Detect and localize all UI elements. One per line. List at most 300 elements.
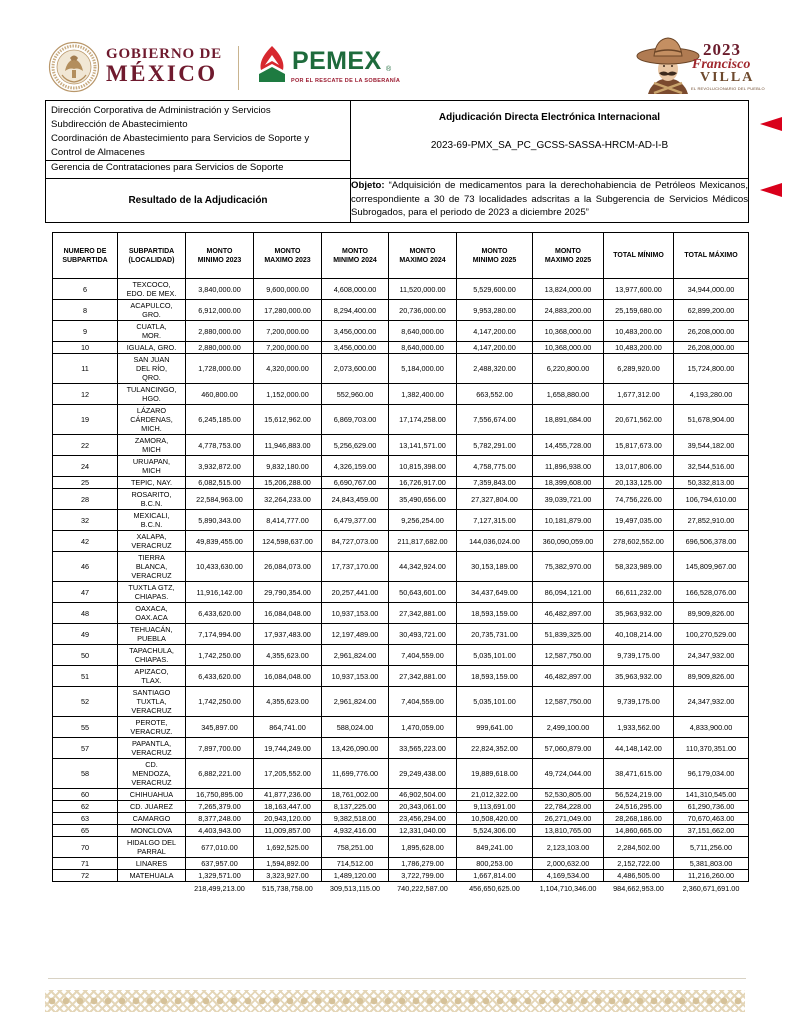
unit-subdireccion: Subdirección de Abastecimiento — [51, 119, 188, 130]
cell-total-minimo: 56,524,219.00 — [604, 789, 674, 801]
cell-subpartida-number: 6 — [53, 279, 118, 300]
objeto-label: Objeto: — [351, 180, 385, 191]
cell-subpartida-number: 22 — [53, 435, 118, 456]
cell-monto-minimo-2023: 6,433,620.00 — [186, 603, 254, 624]
cell-monto-maximo-2023: 8,414,777.00 — [254, 510, 322, 531]
cell-monto-minimo-2024: 1,489,120.00 — [322, 870, 389, 882]
cell-monto-maximo-2024: 17,174,258.00 — [389, 405, 457, 435]
cell-monto-minimo-2025: 999,641.00 — [457, 717, 533, 738]
cell-subpartida-location: TUXTLA GTZ, CHIAPAS. — [118, 582, 186, 603]
cell-monto-maximo-2025: 26,271,049.00 — [533, 813, 604, 825]
cell-subpartida-number: 42 — [53, 531, 118, 552]
cell-total-maximo: 26,208,000.00 — [674, 342, 749, 354]
cell-monto-maximo-2025: 4,169,534.00 — [533, 870, 604, 882]
cell-total-minimo: 15,817,673.00 — [604, 435, 674, 456]
table-row — [53, 384, 749, 405]
cell-monto-maximo-2024: 16,726,917.00 — [389, 477, 457, 489]
cell-monto-maximo-2024: 50,643,601.00 — [389, 582, 457, 603]
cell-total-minimo: 35,963,932.00 — [604, 603, 674, 624]
cell-subpartida-number: 72 — [53, 870, 118, 882]
cell-monto-minimo-2024: 6,690,767.00 — [322, 477, 389, 489]
cell-monto-maximo-2023: 11,009,857.00 — [254, 825, 322, 837]
cell-monto-maximo-2024: 211,817,682.00 — [389, 531, 457, 552]
info-box-row-top — [46, 101, 749, 179]
unit-coordinacion: Coordinación de Abastecimiento para Servicios de Soporte y Control de Almacenes — [51, 133, 310, 158]
cell-monto-maximo-2025: 2,000,632.00 — [533, 858, 604, 870]
cell-subpartida-number: 11 — [53, 354, 118, 384]
cell-monto-minimo-2025: 21,012,322.00 — [457, 789, 533, 801]
result-title-cell — [46, 179, 351, 223]
cell-monto-maximo-2023: 16,084,048.00 — [254, 603, 322, 624]
cell-total-maximo: 70,670,463.00 — [674, 813, 749, 825]
column-header-total-maximo: TOTAL MÁXIMO — [674, 233, 749, 279]
footer-ornament-pattern — [45, 990, 745, 1012]
cell-total-maximo: 141,310,545.00 — [674, 789, 749, 801]
cell-subpartida-location: CD. JUAREZ — [118, 801, 186, 813]
table-row — [53, 477, 749, 489]
cell-total-minimo: 2,284,502.00 — [604, 837, 674, 858]
cell-total-minimo: 58,323,989.00 — [604, 552, 674, 582]
cell-monto-minimo-2023: 345,897.00 — [186, 717, 254, 738]
cell-subpartida-number: 8 — [53, 300, 118, 321]
total-monto-minimo-2025: 456,650,625.00 — [469, 884, 520, 893]
cell-monto-maximo-2023: 7,200,000.00 — [254, 321, 322, 342]
cell-monto-minimo-2024: 3,456,000.00 — [322, 342, 389, 354]
cell-total-minimo: 10,483,200.00 — [604, 342, 674, 354]
cell-monto-minimo-2024: 9,382,518.00 — [322, 813, 389, 825]
table-row — [53, 870, 749, 882]
cell-monto-minimo-2024: 2,961,824.00 — [322, 645, 389, 666]
cell-monto-minimo-2024: 17,737,170.00 — [322, 552, 389, 582]
cell-monto-maximo-2025: 10,368,000.00 — [533, 321, 604, 342]
cell-monto-maximo-2023: 3,323,927.00 — [254, 870, 322, 882]
cell-total-minimo: 9,739,175.00 — [604, 645, 674, 666]
cell-monto-maximo-2025: 75,382,970.00 — [533, 552, 604, 582]
cell-monto-maximo-2023: 4,355,623.00 — [254, 645, 322, 666]
total-monto-maximo-2024: 740,222,587.00 — [397, 884, 448, 893]
cell-monto-maximo-2025: 10,181,879.00 — [533, 510, 604, 531]
table-row — [53, 552, 749, 582]
table-row — [53, 813, 749, 825]
column-header-total-minimo: TOTAL MÍNIMO — [604, 233, 674, 279]
cell-monto-minimo-2024: 10,937,153.00 — [322, 666, 389, 687]
cell-monto-maximo-2025: 52,530,805.00 — [533, 789, 604, 801]
cell-subpartida-location: CHIHUAHUA — [118, 789, 186, 801]
table-body — [53, 279, 749, 882]
cell-monto-minimo-2025: 4,147,200.00 — [457, 321, 533, 342]
cell-monto-maximo-2023: 7,200,000.00 — [254, 342, 322, 354]
cell-subpartida-number: 48 — [53, 603, 118, 624]
cell-monto-minimo-2023: 1,329,571.00 — [186, 870, 254, 882]
cell-total-maximo: 5,381,803.00 — [674, 858, 749, 870]
procedure-info-box — [45, 100, 749, 223]
cell-monto-minimo-2025: 800,253.00 — [457, 858, 533, 870]
cell-monto-minimo-2025: 144,036,024.00 — [457, 531, 533, 552]
cell-total-maximo: 15,724,800.00 — [674, 354, 749, 384]
cell-monto-maximo-2023: 4,355,623.00 — [254, 687, 322, 717]
cell-subpartida-number: 52 — [53, 687, 118, 717]
cell-monto-minimo-2024: 2,073,600.00 — [322, 354, 389, 384]
cell-monto-minimo-2025: 663,552.00 — [457, 384, 533, 405]
cell-subpartida-location: MEXICALI, B.C.N. — [118, 510, 186, 531]
pemex-slogan: POR EL RESCATE DE LA SOBERANÍA — [291, 78, 401, 84]
total-monto-maximo-2025: 1,104,710,346.00 — [539, 884, 597, 893]
table-row — [53, 666, 749, 687]
cell-monto-maximo-2024: 46,902,504.00 — [389, 789, 457, 801]
column-header-subpartida-location: SUBPARTIDA (LOCALIDAD) — [118, 233, 186, 279]
cell-subpartida-number: 55 — [53, 717, 118, 738]
table-row — [53, 342, 749, 354]
cell-monto-minimo-2023: 6,082,515.00 — [186, 477, 254, 489]
result-title: Resultado de la Adjudicación — [128, 195, 268, 206]
procedure-type: Adjudicación Directa Electrónica Internacional — [438, 112, 661, 123]
cell-monto-minimo-2025: 5,035,101.00 — [457, 645, 533, 666]
cell-monto-minimo-2025: 7,127,315.00 — [457, 510, 533, 531]
cell-monto-maximo-2023: 1,594,892.00 — [254, 858, 322, 870]
cell-monto-minimo-2025: 34,437,649.00 — [457, 582, 533, 603]
cell-monto-minimo-2023: 2,880,000.00 — [186, 321, 254, 342]
cell-monto-minimo-2025: 18,593,159.00 — [457, 603, 533, 624]
cell-subpartida-location: SAN JUAN DEL RÍO, QRO. — [118, 354, 186, 384]
cell-monto-maximo-2025: 11,896,938.00 — [533, 456, 604, 477]
red-arrow-left-icon — [760, 183, 782, 197]
cell-monto-minimo-2025: 4,147,200.00 — [457, 342, 533, 354]
cell-subpartida-number: 50 — [53, 645, 118, 666]
cell-monto-minimo-2025: 10,508,420.00 — [457, 813, 533, 825]
total-monto-minimo-2023: 218,499,213.00 — [194, 884, 245, 893]
gobierno-logo-line1: GOBIERNO DE — [106, 46, 222, 62]
cell-monto-maximo-2025: 6,220,800.00 — [533, 354, 604, 384]
table-row — [53, 717, 749, 738]
cell-monto-maximo-2024: 1,895,628.00 — [389, 837, 457, 858]
cell-monto-minimo-2024: 6,479,377.00 — [322, 510, 389, 531]
cell-total-maximo: 51,678,904.00 — [674, 405, 749, 435]
cell-subpartida-number: 28 — [53, 489, 118, 510]
cell-monto-minimo-2024: 24,843,459.00 — [322, 489, 389, 510]
unit-direccion: Dirección Corporativa de Administración y Servicios — [51, 105, 271, 116]
cell-subpartida-location: TAPACHULA, CHIAPAS. — [118, 645, 186, 666]
cell-total-minimo: 74,756,226.00 — [604, 489, 674, 510]
cell-monto-minimo-2023: 4,403,943.00 — [186, 825, 254, 837]
cell-monto-maximo-2025: 2,499,100.00 — [533, 717, 604, 738]
cell-total-minimo: 13,017,806.00 — [604, 456, 674, 477]
cell-monto-minimo-2023: 10,433,630.00 — [186, 552, 254, 582]
cell-total-minimo: 20,671,562.00 — [604, 405, 674, 435]
cell-monto-minimo-2025: 5,782,291.00 — [457, 435, 533, 456]
cell-subpartida-location: MATEHUALA — [118, 870, 186, 882]
cell-monto-minimo-2023: 6,882,221.00 — [186, 759, 254, 789]
coat-of-arms-seal-icon — [48, 41, 100, 93]
cell-monto-maximo-2024: 20,343,061.00 — [389, 801, 457, 813]
cell-monto-minimo-2023: 22,584,963.00 — [186, 489, 254, 510]
logo-divider — [238, 46, 239, 90]
cell-total-minimo: 4,486,505.00 — [604, 870, 674, 882]
cell-total-maximo: 166,528,076.00 — [674, 582, 749, 603]
cell-monto-minimo-2024: 84,727,073.00 — [322, 531, 389, 552]
cell-subpartida-location: URUAPAN, MICH — [118, 456, 186, 477]
cell-monto-maximo-2025: 49,724,044.00 — [533, 759, 604, 789]
cell-monto-maximo-2024: 1,786,279.00 — [389, 858, 457, 870]
cell-monto-minimo-2023: 1,742,250.00 — [186, 687, 254, 717]
red-arrow-left-icon — [760, 117, 782, 131]
cell-monto-minimo-2023: 49,839,455.00 — [186, 531, 254, 552]
cell-monto-maximo-2024: 1,470,059.00 — [389, 717, 457, 738]
cell-monto-minimo-2025: 7,359,843.00 — [457, 477, 533, 489]
cell-subpartida-location: TEHUACÁN, PUEBLA — [118, 624, 186, 645]
cell-total-maximo: 61,290,736.00 — [674, 801, 749, 813]
total-total-minimo: 984,662,953.00 — [613, 884, 664, 893]
cell-total-maximo: 89,909,826.00 — [674, 666, 749, 687]
cell-total-maximo: 11,216,260.00 — [674, 870, 749, 882]
cell-monto-minimo-2024: 3,456,000.00 — [322, 321, 389, 342]
cell-monto-minimo-2025: 18,593,159.00 — [457, 666, 533, 687]
cell-monto-maximo-2024: 35,490,656.00 — [389, 489, 457, 510]
cell-monto-maximo-2024: 27,342,881.00 — [389, 666, 457, 687]
cell-total-maximo: 26,208,000.00 — [674, 321, 749, 342]
cell-monto-maximo-2023: 17,280,000.00 — [254, 300, 322, 321]
totals-spacer — [53, 882, 118, 896]
cell-subpartida-location: TIERRA BLANCA, VERACRUZ — [118, 552, 186, 582]
cell-monto-minimo-2023: 460,800.00 — [186, 384, 254, 405]
cell-monto-maximo-2025: 46,482,897.00 — [533, 603, 604, 624]
cell-total-minimo: 24,516,295.00 — [604, 801, 674, 813]
cell-monto-maximo-2025: 10,368,000.00 — [533, 342, 604, 354]
cell-total-minimo: 44,148,142.00 — [604, 738, 674, 759]
table-row — [53, 354, 749, 384]
cell-monto-maximo-2023: 17,205,552.00 — [254, 759, 322, 789]
cell-monto-minimo-2023: 1,728,000.00 — [186, 354, 254, 384]
cell-monto-minimo-2025: 849,241.00 — [457, 837, 533, 858]
cell-total-maximo: 24,347,932.00 — [674, 687, 749, 717]
cell-monto-minimo-2024: 10,937,153.00 — [322, 603, 389, 624]
cell-monto-minimo-2024: 13,426,090.00 — [322, 738, 389, 759]
cell-monto-minimo-2023: 6,433,620.00 — [186, 666, 254, 687]
cell-monto-maximo-2023: 26,084,073.00 — [254, 552, 322, 582]
cell-subpartida-location: LINARES — [118, 858, 186, 870]
cell-total-minimo: 1,677,312.00 — [604, 384, 674, 405]
total-total-maximo: 2,360,671,691.00 — [682, 884, 740, 893]
table-row — [53, 405, 749, 435]
gobierno-logo-line2: MÉXICO — [106, 61, 218, 86]
cell-monto-minimo-2024: 588,024.00 — [322, 717, 389, 738]
cell-subpartida-number: 63 — [53, 813, 118, 825]
cell-total-maximo: 32,544,516.00 — [674, 456, 749, 477]
cell-monto-maximo-2023: 41,877,236.00 — [254, 789, 322, 801]
cell-total-maximo: 34,944,000.00 — [674, 279, 749, 300]
cell-monto-maximo-2025: 86,094,121.00 — [533, 582, 604, 603]
table-row — [53, 645, 749, 666]
cell-subpartida-location: LÁZARO CÁRDENAS, MICH. — [118, 405, 186, 435]
table-row — [53, 825, 749, 837]
cell-monto-maximo-2025: 1,658,880.00 — [533, 384, 604, 405]
cell-subpartida-location: IGUALA, GRO. — [118, 342, 186, 354]
cell-subpartida-location: TEXCOCO, EDO. DE MEX. — [118, 279, 186, 300]
cell-monto-minimo-2025: 5,524,306.00 — [457, 825, 533, 837]
cell-monto-minimo-2024: 18,761,002.00 — [322, 789, 389, 801]
table-row — [53, 321, 749, 342]
total-monto-minimo-2024: 309,513,115.00 — [329, 884, 381, 893]
cell-subpartida-location: PEROTE, VERACRUZ. — [118, 717, 186, 738]
cell-monto-minimo-2023: 6,912,000.00 — [186, 300, 254, 321]
award-results-table — [52, 232, 749, 895]
footer-divider — [48, 978, 746, 979]
cell-monto-maximo-2023: 1,152,000.00 — [254, 384, 322, 405]
cell-monto-maximo-2024: 3,722,799.00 — [389, 870, 457, 882]
column-header-monto-maximo-2023: MONTO MAXIMO 2023 — [254, 233, 322, 279]
cell-monto-minimo-2023: 11,916,142.00 — [186, 582, 254, 603]
column-header-monto-maximo-2025: MONTO MAXIMO 2025 — [533, 233, 604, 279]
table-row — [53, 624, 749, 645]
cell-monto-minimo-2023: 6,245,185.00 — [186, 405, 254, 435]
table-row — [53, 510, 749, 531]
cell-monto-maximo-2023: 32,264,233.00 — [254, 489, 322, 510]
cell-monto-maximo-2024: 29,249,438.00 — [389, 759, 457, 789]
objeto-text: “Adquisición de medicamentos para la derechohabiencia de Petróleos Mexicanos, correspondiente a 30 de 73 localidades adscritas a la Subgerencia de Servicios Médicos Subrogados, para el periodo de 2023 a diciembre 2025” — [351, 180, 748, 218]
cell-monto-minimo-2025: 30,153,189.00 — [457, 552, 533, 582]
cell-monto-maximo-2023: 29,790,354.00 — [254, 582, 322, 603]
cell-total-maximo: 4,833,900.00 — [674, 717, 749, 738]
cell-subpartida-number: 10 — [53, 342, 118, 354]
cell-monto-minimo-2023: 5,890,343.00 — [186, 510, 254, 531]
cell-total-minimo: 278,602,552.00 — [604, 531, 674, 552]
cell-monto-minimo-2025: 9,953,280.00 — [457, 300, 533, 321]
cell-total-maximo: 106,794,610.00 — [674, 489, 749, 510]
cell-subpartida-number: 32 — [53, 510, 118, 531]
registered-mark: ® — [386, 66, 392, 73]
cell-monto-maximo-2025: 13,824,000.00 — [533, 279, 604, 300]
cell-monto-maximo-2024: 1,382,400.00 — [389, 384, 457, 405]
table-row — [53, 531, 749, 552]
cell-monto-minimo-2023: 3,840,000.00 — [186, 279, 254, 300]
cell-total-minimo: 25,159,680.00 — [604, 300, 674, 321]
cell-monto-minimo-2023: 4,778,753.00 — [186, 435, 254, 456]
cell-total-minimo: 9,739,175.00 — [604, 687, 674, 717]
cell-subpartida-location: SANTIAGO TUXTLA, VERACRUZ — [118, 687, 186, 717]
cell-monto-minimo-2023: 7,897,700.00 — [186, 738, 254, 759]
column-header-monto-maximo-2024: MONTO MAXIMO 2024 — [389, 233, 457, 279]
cell-monto-maximo-2025: 14,455,728.00 — [533, 435, 604, 456]
table-row — [53, 738, 749, 759]
cell-monto-maximo-2024: 13,141,571.00 — [389, 435, 457, 456]
column-header-monto-minimo-2023: MONTO MINIMO 2023 — [186, 233, 254, 279]
cell-monto-maximo-2023: 19,744,249.00 — [254, 738, 322, 759]
cell-monto-minimo-2023: 7,265,379.00 — [186, 801, 254, 813]
cell-monto-maximo-2025: 13,810,765.00 — [533, 825, 604, 837]
cell-total-minimo: 38,471,615.00 — [604, 759, 674, 789]
procedure-cell — [351, 101, 749, 179]
cell-monto-minimo-2024: 12,197,489.00 — [322, 624, 389, 645]
table-row — [53, 489, 749, 510]
cell-monto-maximo-2024: 44,342,924.00 — [389, 552, 457, 582]
cell-monto-minimo-2024: 8,137,225.00 — [322, 801, 389, 813]
cell-monto-maximo-2024: 10,815,398.00 — [389, 456, 457, 477]
cell-monto-minimo-2024: 4,932,416.00 — [322, 825, 389, 837]
cell-monto-maximo-2023: 9,832,180.00 — [254, 456, 322, 477]
cell-monto-maximo-2023: 124,598,637.00 — [254, 531, 322, 552]
cell-monto-minimo-2024: 714,512.00 — [322, 858, 389, 870]
cell-total-minimo: 28,268,186.00 — [604, 813, 674, 825]
table-row — [53, 687, 749, 717]
cell-subpartida-number: 9 — [53, 321, 118, 342]
total-monto-maximo-2023: 515,738,758.00 — [262, 884, 313, 893]
cell-monto-maximo-2024: 30,493,721.00 — [389, 624, 457, 645]
cell-monto-maximo-2025: 18,891,684.00 — [533, 405, 604, 435]
responsible-units-cell — [46, 101, 351, 179]
cell-monto-maximo-2023: 864,741.00 — [254, 717, 322, 738]
pemex-eagle-icon — [253, 44, 291, 84]
cell-monto-minimo-2025: 5,529,600.00 — [457, 279, 533, 300]
cell-subpartida-location: MONCLOVA — [118, 825, 186, 837]
cell-subpartida-number: 60 — [53, 789, 118, 801]
cell-monto-maximo-2024: 8,640,000.00 — [389, 342, 457, 354]
cell-total-minimo: 13,977,600.00 — [604, 279, 674, 300]
cell-monto-minimo-2023: 7,174,994.00 — [186, 624, 254, 645]
cell-subpartida-number: 51 — [53, 666, 118, 687]
objeto-cell — [351, 179, 749, 223]
cell-monto-maximo-2025: 24,883,200.00 — [533, 300, 604, 321]
cell-monto-maximo-2025: 12,587,750.00 — [533, 687, 604, 717]
cell-monto-maximo-2025: 360,090,059.00 — [533, 531, 604, 552]
column-header-monto-minimo-2025: MONTO MINIMO 2025 — [457, 233, 533, 279]
cell-subpartida-location: TULANCINGO, HGO. — [118, 384, 186, 405]
cell-monto-maximo-2023: 1,692,525.00 — [254, 837, 322, 858]
cell-monto-minimo-2023: 2,880,000.00 — [186, 342, 254, 354]
cell-subpartida-number: 46 — [53, 552, 118, 582]
cell-monto-minimo-2024: 4,326,159.00 — [322, 456, 389, 477]
totals-spacer — [118, 882, 186, 896]
totals-row — [53, 882, 749, 896]
cell-subpartida-location: CUATLA, MOR. — [118, 321, 186, 342]
logo-2023-year: 2023 — [703, 40, 741, 59]
table-row — [53, 603, 749, 624]
cell-monto-minimo-2024: 5,256,629.00 — [322, 435, 389, 456]
cell-total-minimo: 20,133,125.00 — [604, 477, 674, 489]
cell-monto-maximo-2024: 5,184,000.00 — [389, 354, 457, 384]
cell-monto-maximo-2023: 4,320,000.00 — [254, 354, 322, 384]
cell-total-maximo: 5,711,256.00 — [674, 837, 749, 858]
cell-total-minimo: 1,933,562.00 — [604, 717, 674, 738]
cell-monto-maximo-2023: 9,600,000.00 — [254, 279, 322, 300]
column-header-subpartida-number: NUMERO DE SUBPARTIDA — [53, 233, 118, 279]
cell-monto-maximo-2025: 2,123,103.00 — [533, 837, 604, 858]
cell-subpartida-location: HIDALGO DEL PARRAL — [118, 837, 186, 858]
cell-monto-minimo-2023: 677,010.00 — [186, 837, 254, 858]
cell-total-maximo: 24,347,932.00 — [674, 645, 749, 666]
cell-subpartida-location: TEPIC, NAY. — [118, 477, 186, 489]
cell-total-maximo: 696,506,378.00 — [674, 531, 749, 552]
cell-total-minimo: 14,860,665.00 — [604, 825, 674, 837]
table-row — [53, 435, 749, 456]
cell-monto-maximo-2024: 12,331,040.00 — [389, 825, 457, 837]
cell-monto-minimo-2023: 8,377,248.00 — [186, 813, 254, 825]
cell-monto-minimo-2025: 7,556,674.00 — [457, 405, 533, 435]
cell-monto-minimo-2025: 22,824,352.00 — [457, 738, 533, 759]
logo-2023-first-name: Francisco — [692, 57, 751, 72]
cell-subpartida-number: 70 — [53, 837, 118, 858]
cell-total-maximo: 4,193,280.00 — [674, 384, 749, 405]
cell-monto-maximo-2024: 8,640,000.00 — [389, 321, 457, 342]
cell-subpartida-location: XALAPA, VERACRUZ — [118, 531, 186, 552]
cell-subpartida-number: 12 — [53, 384, 118, 405]
cell-monto-minimo-2024: 8,294,400.00 — [322, 300, 389, 321]
logo-2023-tagline: EL REVOLUCIONARIO DEL PUEBLO — [691, 86, 765, 91]
cell-monto-maximo-2024: 33,565,223.00 — [389, 738, 457, 759]
cell-subpartida-number: 62 — [53, 801, 118, 813]
cell-total-minimo: 10,483,200.00 — [604, 321, 674, 342]
cell-monto-minimo-2024: 4,608,000.00 — [322, 279, 389, 300]
cell-total-maximo: 62,899,200.00 — [674, 300, 749, 321]
cell-monto-maximo-2023: 17,937,483.00 — [254, 624, 322, 645]
